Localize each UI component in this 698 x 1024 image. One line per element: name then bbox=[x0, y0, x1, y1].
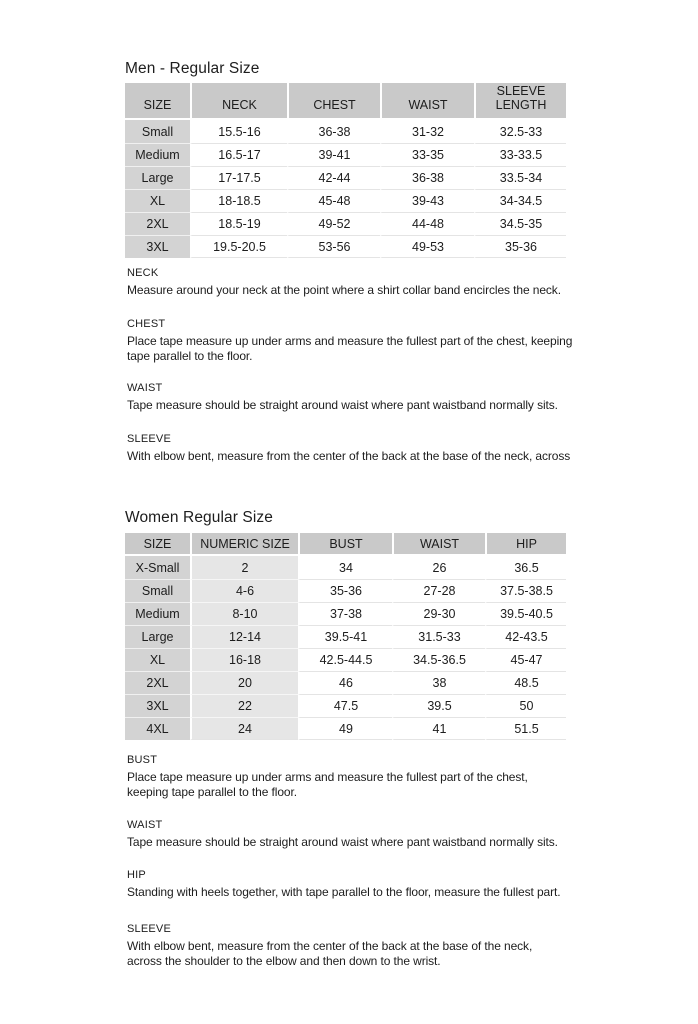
note-heading: WAIST bbox=[127, 382, 163, 394]
table-cell: 26 bbox=[392, 556, 485, 579]
table-cell: 15.5-16 bbox=[190, 120, 287, 143]
table-row bbox=[125, 212, 566, 235]
note-bust bbox=[127, 754, 528, 799]
table-cell: 44-48 bbox=[380, 212, 474, 235]
table-cell: 34.5-35 bbox=[474, 212, 566, 235]
size-label-cell: Small bbox=[125, 579, 190, 602]
table-cell: 46 bbox=[298, 671, 392, 694]
women-col-header-size: SIZE bbox=[125, 533, 190, 556]
women-col-header-numeric: NUMERIC SIZE bbox=[190, 533, 298, 556]
women-col-header-waist: WAIST bbox=[392, 533, 485, 556]
table-cell: 39-41 bbox=[287, 143, 380, 166]
table-cell: 49-53 bbox=[380, 235, 474, 258]
table-cell: 36.5 bbox=[485, 556, 566, 579]
table-row bbox=[125, 625, 566, 648]
table-cell: 35-36 bbox=[298, 579, 392, 602]
note-text: Tape measure should be straight around waist where pant waistband normally sits. bbox=[127, 835, 558, 849]
table-row bbox=[125, 143, 566, 166]
table-row bbox=[125, 166, 566, 189]
table-cell: 36-38 bbox=[287, 120, 380, 143]
table-row bbox=[125, 671, 566, 694]
size-label-cell: 2XL bbox=[125, 212, 190, 235]
note-text: Place tape measure up under arms and measure the fullest part of the chest, bbox=[127, 770, 528, 784]
note-text: Tape measure should be straight around waist where pant waistband normally sits. bbox=[127, 398, 558, 412]
note-hip bbox=[127, 869, 560, 900]
table-cell: 31-32 bbox=[380, 120, 474, 143]
numeric-size-cell: 24 bbox=[190, 717, 298, 740]
note-text: across the shoulder to the elbow and then down to the wrist. bbox=[127, 953, 441, 968]
note-text: Measure around your neck at the point where a shirt collar band encircles the neck. bbox=[127, 283, 561, 297]
table-cell: 42-43.5 bbox=[485, 625, 566, 648]
numeric-size-cell: 16-18 bbox=[190, 648, 298, 671]
size-label-cell: Small bbox=[125, 120, 190, 143]
women-section-title: Women Regular Size bbox=[125, 509, 273, 526]
note-text: tape parallel to the floor. bbox=[127, 348, 253, 363]
table-cell: 34-34.5 bbox=[474, 189, 566, 212]
table-row bbox=[125, 556, 566, 579]
table-cell: 45-47 bbox=[485, 648, 566, 671]
table-cell: 19.5-20.5 bbox=[190, 235, 287, 258]
note-heading: WAIST bbox=[127, 819, 163, 831]
numeric-size-cell: 8-10 bbox=[190, 602, 298, 625]
men-section-title: Men - Regular Size bbox=[125, 60, 260, 77]
table-cell: 49-52 bbox=[287, 212, 380, 235]
women-col-header-hip: HIP bbox=[485, 533, 566, 556]
table-cell: 17-17.5 bbox=[190, 166, 287, 189]
table-row bbox=[125, 648, 566, 671]
table-row bbox=[125, 694, 566, 717]
table-cell: 33-33.5 bbox=[474, 143, 566, 166]
size-label-cell: 3XL bbox=[125, 694, 190, 717]
table-cell: 32.5-33 bbox=[474, 120, 566, 143]
size-label-cell: XL bbox=[125, 189, 190, 212]
size-label-cell: Large bbox=[125, 166, 190, 189]
men-col-header-chest: CHEST bbox=[287, 83, 380, 120]
note-text: keeping tape parallel to the floor. bbox=[127, 784, 297, 799]
table-cell: 18-18.5 bbox=[190, 189, 287, 212]
size-label-cell: 3XL bbox=[125, 235, 190, 258]
size-label-cell: Medium bbox=[125, 143, 190, 166]
men-col-header-waist: WAIST bbox=[380, 83, 474, 120]
table-cell: 33-35 bbox=[380, 143, 474, 166]
size-label-cell: Large bbox=[125, 625, 190, 648]
note-waist-men bbox=[127, 382, 558, 413]
size-label-cell: X-Small bbox=[125, 556, 190, 579]
table-cell: 18.5-19 bbox=[190, 212, 287, 235]
table-cell: 39.5-41 bbox=[298, 625, 392, 648]
table-cell: 34 bbox=[298, 556, 392, 579]
note-heading: SLEEVE bbox=[127, 923, 172, 935]
numeric-size-cell: 4-6 bbox=[190, 579, 298, 602]
note-text: With elbow bent, measure from the center of the back at the base of the neck, across bbox=[127, 449, 571, 463]
men-col-header-sleeve: SLEEVE LENGTH bbox=[474, 83, 566, 120]
table-cell: 47.5 bbox=[298, 694, 392, 717]
table-row bbox=[125, 189, 566, 212]
note-heading: CHEST bbox=[127, 318, 166, 330]
table-row bbox=[125, 602, 566, 625]
note-heading: BUST bbox=[127, 754, 158, 766]
table-cell: 49 bbox=[298, 717, 392, 740]
table-cell: 45-48 bbox=[287, 189, 380, 212]
table-cell: 37-38 bbox=[298, 602, 392, 625]
table-cell: 27-28 bbox=[392, 579, 485, 602]
table-cell: 48.5 bbox=[485, 671, 566, 694]
note-heading: NECK bbox=[127, 267, 159, 279]
size-label-cell: 2XL bbox=[125, 671, 190, 694]
table-cell: 38 bbox=[392, 671, 485, 694]
table-row bbox=[125, 579, 566, 602]
note-text: With elbow bent, measure from the center of the back at the base of the neck, bbox=[127, 939, 533, 953]
women-table-header-row bbox=[125, 533, 566, 556]
men-col-header-neck: NECK bbox=[190, 83, 287, 120]
table-cell: 42.5-44.5 bbox=[298, 648, 392, 671]
table-cell: 41 bbox=[392, 717, 485, 740]
table-cell: 39.5 bbox=[392, 694, 485, 717]
note-sleeve-women bbox=[127, 923, 532, 968]
table-cell: 37.5-38.5 bbox=[485, 579, 566, 602]
table-cell: 50 bbox=[485, 694, 566, 717]
table-cell: 36-38 bbox=[380, 166, 474, 189]
table-cell: 42-44 bbox=[287, 166, 380, 189]
table-cell: 31.5-33 bbox=[392, 625, 485, 648]
women-col-header-bust: BUST bbox=[298, 533, 392, 556]
size-label-cell: 4XL bbox=[125, 717, 190, 740]
size-label-cell: XL bbox=[125, 648, 190, 671]
table-cell: 16.5-17 bbox=[190, 143, 287, 166]
men-col-header-size: SIZE bbox=[125, 83, 190, 120]
table-cell: 39.5-40.5 bbox=[485, 602, 566, 625]
note-chest bbox=[127, 318, 572, 363]
table-cell: 39-43 bbox=[380, 189, 474, 212]
table-cell: 35-36 bbox=[474, 235, 566, 258]
table-cell: 53-56 bbox=[287, 235, 380, 258]
men-size-table bbox=[125, 83, 566, 258]
men-table-header-row bbox=[125, 83, 566, 120]
note-neck bbox=[127, 267, 561, 298]
note-text: Standing with heels together, with tape parallel to the floor, measure the fullest part. bbox=[127, 885, 561, 899]
note-heading: HIP bbox=[127, 869, 146, 881]
numeric-size-cell: 20 bbox=[190, 671, 298, 694]
numeric-size-cell: 22 bbox=[190, 694, 298, 717]
numeric-size-cell: 2 bbox=[190, 556, 298, 579]
note-sleeve-men bbox=[127, 433, 570, 464]
numeric-size-cell: 12-14 bbox=[190, 625, 298, 648]
size-label-cell: Medium bbox=[125, 602, 190, 625]
note-heading: SLEEVE bbox=[127, 433, 172, 445]
table-cell: 34.5-36.5 bbox=[392, 648, 485, 671]
table-cell: 33.5-34 bbox=[474, 166, 566, 189]
women-size-table bbox=[125, 533, 566, 740]
table-cell: 51.5 bbox=[485, 717, 566, 740]
note-waist-women bbox=[127, 819, 558, 850]
table-row bbox=[125, 120, 566, 143]
table-row bbox=[125, 235, 566, 258]
table-row bbox=[125, 717, 566, 740]
note-text: Place tape measure up under arms and measure the fullest part of the chest, keeping bbox=[127, 334, 573, 348]
table-cell: 29-30 bbox=[392, 602, 485, 625]
